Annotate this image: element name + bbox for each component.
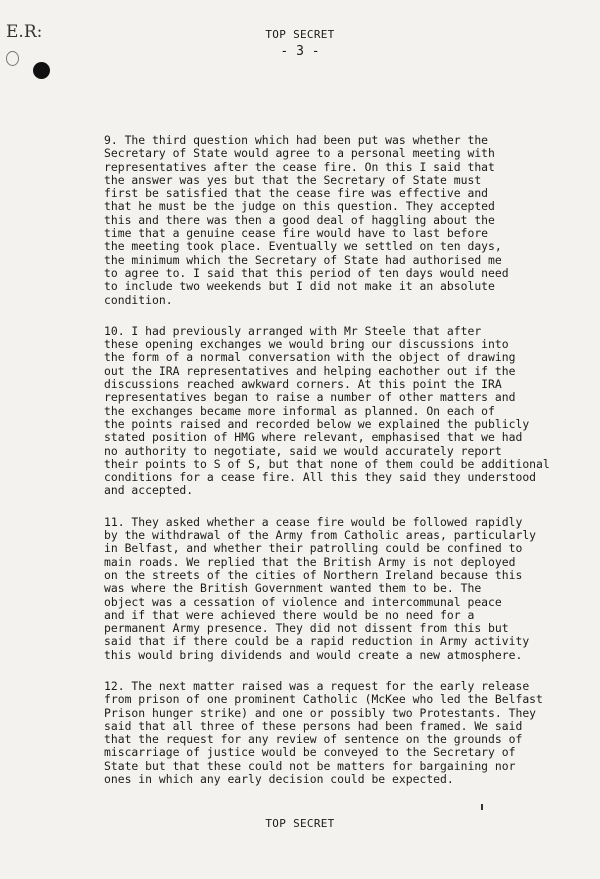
text-line: was where the British Government wanted them to be. The: [104, 581, 482, 596]
text-line: and accepted.: [104, 483, 194, 498]
text-line: by the withdrawal of the Army from Catholic areas, particularly: [104, 528, 537, 543]
text-line: and if that were achieved there would be no need for a: [104, 607, 475, 622]
text-line: first be satisfied that the cease fire was effective and: [104, 186, 489, 201]
text-line: representatives began to raise a number of other matters and: [104, 390, 516, 405]
text-line: 10. I had previously arranged with Mr Steele that after: [104, 323, 482, 338]
header-classification: TOP SECRET: [265, 28, 335, 41]
text-line: representatives after the cease fire. On this I said that: [104, 159, 495, 174]
text-line: out the IRA representatives and helping eachother out if the: [104, 363, 516, 378]
text-line: no authority to negotiate, said we would accurately report: [104, 443, 502, 458]
paragraph: [104, 678, 543, 787]
text-line: ones in which any early decision could be expected.: [104, 772, 454, 787]
text-line: condition.: [104, 292, 173, 307]
paragraph: [104, 514, 537, 662]
text-line: the answer was yes but that the Secretary of State must: [104, 172, 482, 187]
text-line: that he must be the judge on this question. They accepted: [104, 199, 495, 214]
page-number: - 3 -: [280, 44, 320, 59]
text-line: the form of a normal conversation with the object of drawing: [104, 350, 516, 365]
text-line: Secretary of State would agree to a personal meeting with: [104, 146, 495, 161]
text-line: discussions reached awkward corners. At this point the IRA: [104, 377, 502, 392]
text-line: time that a genuine cease fire would have to last before: [104, 226, 489, 241]
text-line: that the request for any review of sentence on the grounds of: [104, 732, 523, 747]
punch-hole: [33, 62, 50, 79]
paragraph: [104, 134, 524, 307]
text-line: to include two weekends but I did not make it an absolute: [104, 279, 495, 294]
text-line: object was a cessation of violence and intercommunal peace: [104, 594, 502, 609]
document-body: [104, 133, 550, 804]
paragraph: [104, 323, 550, 498]
text-line: in Belfast, and whether their patrolling could be confined to: [104, 541, 523, 556]
text-line: this and there was then a good deal of haggling about the: [104, 212, 495, 227]
text-line: conditions for a cease fire. All this they said they understood: [104, 470, 537, 485]
footer-classification: TOP SECRET: [265, 817, 335, 830]
text-line: permanent Army presence. They did not dissent from this but: [104, 621, 509, 636]
text-line: stated position of HMG where relevant, emphasised that we had: [104, 430, 523, 445]
text-line: main roads. We replied that the British Army is not deployed: [104, 554, 516, 569]
text-line: 11. They asked whether a cease fire would be followed rapidly: [104, 514, 523, 529]
text-line: to agree to. I said that this period of ten days would need: [104, 265, 509, 280]
text-line: the minimum which the Secretary of State had authorised me: [104, 252, 502, 267]
text-line: said that all three of these persons had been framed. We said: [104, 718, 523, 733]
text-line: the exchanges became more informal as planned. On each of: [104, 403, 495, 418]
text-line: the meeting took place. Eventually we settled on ten days,: [104, 239, 502, 254]
text-line: their points to S of S, but that none of them could be additional: [104, 456, 550, 471]
text-line: the points raised and recorded below we explained the publicly: [104, 416, 530, 431]
text-line: 9. The third question which had been put was whether the: [104, 133, 489, 147]
text-line: Prison hunger strike) and one or possibly two Protestants. They: [104, 705, 537, 720]
text-line: from prison of one prominent Catholic (McKee who led the Belfast: [104, 692, 543, 707]
text-line: these opening exchanges we would bring our discussions into: [104, 337, 509, 352]
text-line: this would bring dividends and would create a new atmosphere.: [104, 647, 523, 662]
text-line: said that if there could be a rapid reduction in Army activity: [104, 634, 530, 649]
scan-speck: [481, 804, 483, 810]
margin-annotation: E.R:: [6, 22, 43, 42]
text-line: State but that these could not be matters for bargaining nor: [104, 758, 516, 773]
text-line: miscarriage of justice would be conveyed to the Secretary of: [104, 745, 516, 760]
text-line: 12. The next matter raised was a request for the early release: [104, 678, 530, 693]
text-line: on the streets of the cities of Northern Ireland because this: [104, 567, 523, 582]
